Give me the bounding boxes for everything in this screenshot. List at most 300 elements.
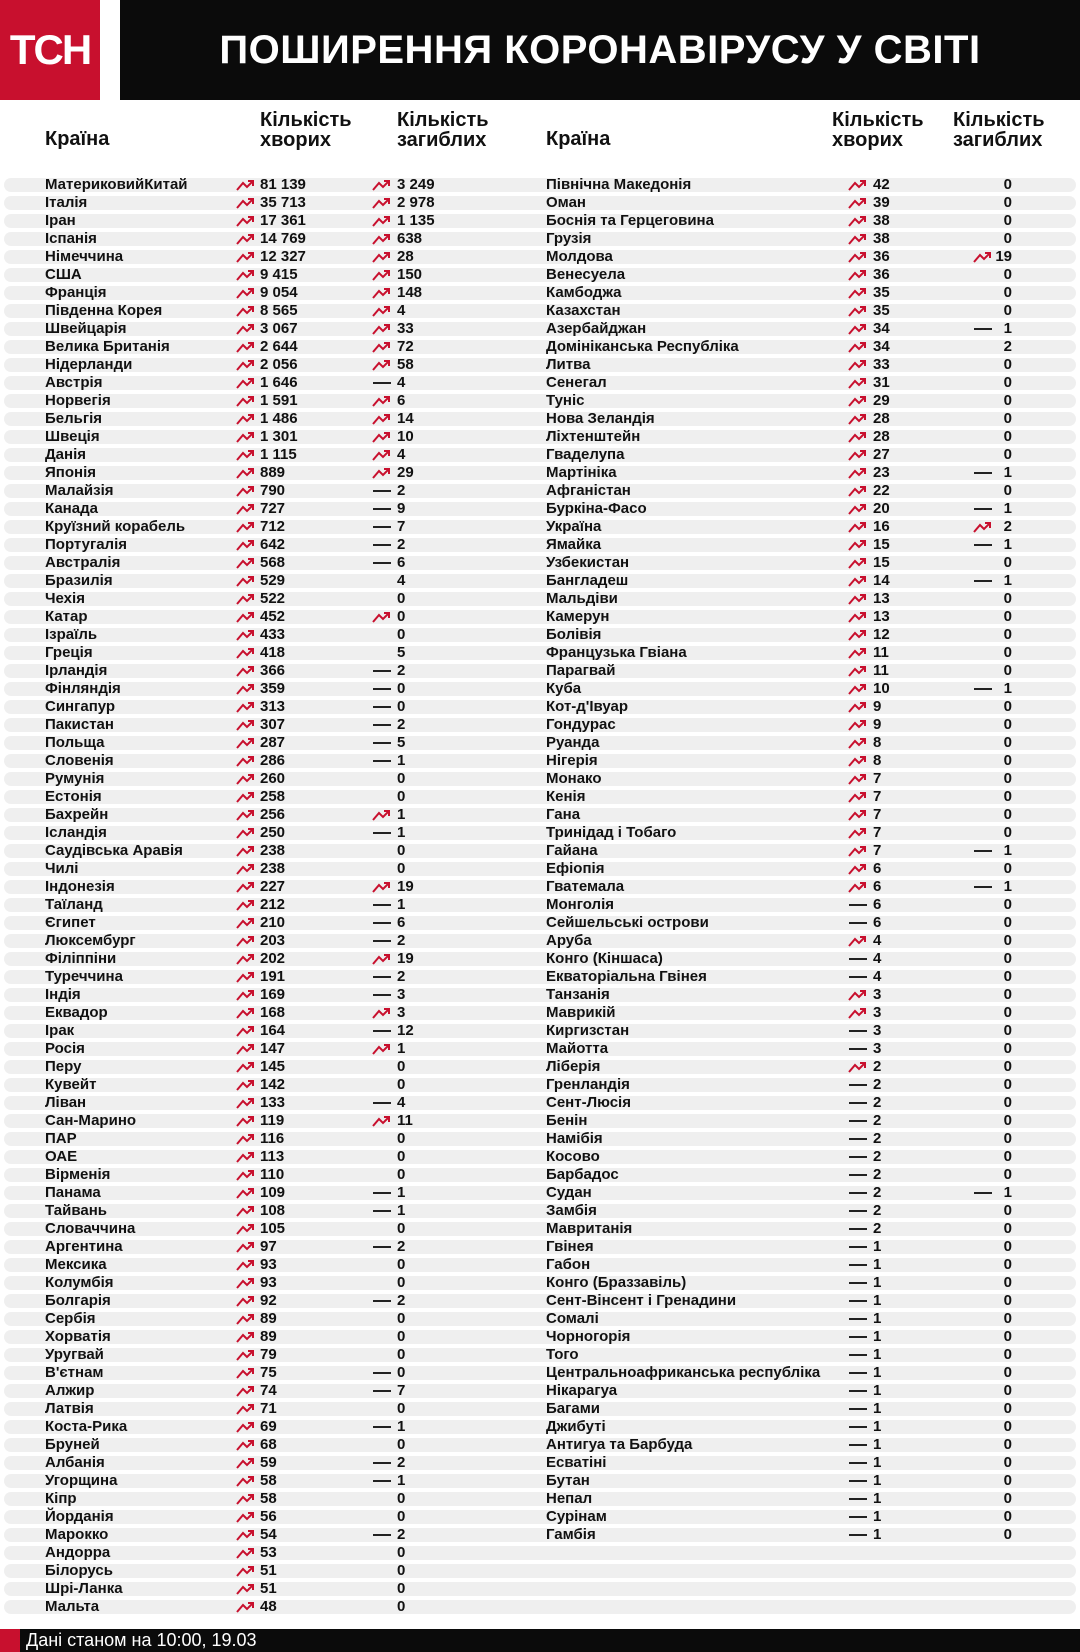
right-cases: 8 [873,752,882,769]
table-row [4,916,1076,930]
left-cases: 1 591 [260,392,298,409]
left-deaths-header: Кількість загиблих [397,109,489,151]
left-cases-trend-up-icon [236,1258,256,1272]
left-cases: 169 [260,986,286,1003]
left-deaths: 5 [397,734,406,751]
left-deaths: 6 [397,392,406,409]
left-deaths-trend-up-icon [372,466,392,480]
right-deaths: 0 [1003,446,1012,463]
left-country: Ісландія [45,824,107,841]
right-cases-trend-up-icon [848,322,868,336]
right-cases-trend-up-icon [848,394,868,408]
right-cases: 4 [873,932,882,949]
right-cases-trend-up-icon [848,502,868,516]
right-cases-trend-up-icon [848,826,868,840]
right-cases-trend-up-icon [848,268,868,282]
right-cases-trend-up-icon [848,862,868,876]
right-country: Джибуті [546,1418,606,1435]
left-deaths-trend-up-icon [372,448,392,462]
left-cases: 307 [260,716,286,733]
left-country: Еквадор [45,1004,108,1021]
left-cases-trend-up-icon [236,1402,256,1416]
table-row [4,358,1076,372]
right-country: Намібія [546,1130,603,1147]
left-deaths-trend-up-icon [372,952,392,966]
right-country: Мартініка [546,464,617,481]
left-cases-trend-up-icon [236,232,256,246]
left-cases-trend-up-icon [236,430,256,444]
left-deaths: 33 [397,320,414,337]
right-cases: 1 [873,1274,882,1291]
right-country: Непал [546,1490,593,1507]
right-deaths: 0 [1003,284,1012,301]
left-cases: 48 [260,1598,277,1615]
right-deaths: 0 [1003,1418,1012,1435]
left-cases-trend-up-icon [236,1024,256,1038]
table-row [4,934,1076,948]
right-cases-trend-up-icon [848,628,868,642]
right-deaths: 0 [1003,626,1012,643]
table-row [4,268,1076,282]
left-country: Сербія [45,1310,96,1327]
right-cases-trend-flat-icon [848,1096,868,1110]
left-deaths-trend-flat-icon [372,538,392,552]
left-deaths: 0 [397,1436,406,1453]
right-country: Конго (Кіншаса) [546,950,663,967]
left-country: Чилі [45,860,79,877]
right-country: Кот-д'Івуар [546,698,629,715]
table-row [4,862,1076,876]
left-cases: 889 [260,464,286,481]
left-cases-trend-up-icon [236,934,256,948]
right-country: Гвінея [546,1238,594,1255]
right-deaths: 1 [1003,680,1012,697]
right-deaths: 0 [1003,1436,1012,1453]
left-cases: 287 [260,734,286,751]
right-country: Бангладеш [546,572,629,589]
left-deaths-trend-flat-icon [372,502,392,516]
right-cases: 1 [873,1508,882,1525]
right-deaths-trend-up-icon [973,520,993,534]
right-cases: 6 [873,914,882,931]
right-country: Сейшельські острови [546,914,709,931]
table-row [4,1492,1076,1506]
right-country: Ефіопія [546,860,605,877]
right-deaths: 0 [1003,1040,1012,1057]
left-cases-header: Кількість хворих [260,109,352,151]
right-deaths: 0 [1003,860,1012,877]
right-deaths: 0 [1003,986,1012,1003]
left-cases: 2 644 [260,338,298,355]
left-deaths-trend-flat-icon [372,1096,392,1110]
left-cases: 97 [260,1238,277,1255]
right-deaths: 1 [1003,878,1012,895]
left-country: Андорра [45,1544,111,1561]
left-country: Бразилія [45,572,113,589]
header [0,0,1080,100]
left-deaths: 0 [397,770,406,787]
right-cases-trend-up-icon [848,286,868,300]
right-cases: 11 [873,662,889,679]
left-deaths: 0 [397,1364,406,1381]
left-deaths-trend-up-icon [372,412,392,426]
right-deaths: 0 [1003,806,1012,823]
right-deaths: 0 [1003,1220,1012,1237]
footer-accent [0,1629,20,1652]
left-deaths-trend-up-icon [372,178,392,192]
left-cases: 93 [260,1274,277,1291]
left-country: Кіпр [45,1490,77,1507]
right-country: Кенія [546,788,586,805]
right-deaths: 0 [1003,608,1012,625]
right-cases: 13 [873,608,890,625]
table-row [4,286,1076,300]
left-deaths: 9 [397,500,406,517]
right-cases: 2 [873,1166,882,1183]
left-deaths-trend-flat-icon [372,1528,392,1542]
left-cases: 258 [260,788,286,805]
left-country: Фінляндія [45,680,121,697]
left-country: Ірак [45,1022,75,1039]
right-cases-trend-flat-icon [848,1510,868,1524]
left-deaths-trend-up-icon [372,340,392,354]
right-deaths-trend-flat-icon [973,880,993,894]
right-deaths: 0 [1003,1472,1012,1489]
left-deaths-trend-up-icon [372,268,392,282]
right-deaths: 0 [1003,770,1012,787]
right-deaths: 0 [1003,1346,1012,1363]
left-country: Уругвай [45,1346,104,1363]
left-deaths-trend-flat-icon [372,1474,392,1488]
left-deaths-trend-flat-icon [372,1240,392,1254]
right-country: Ліхтенштейн [546,428,641,445]
right-deaths: 0 [1003,950,1012,967]
right-deaths: 0 [1003,1292,1012,1309]
right-country: Гваделупа [546,446,625,463]
left-country: Норвегія [45,392,111,409]
left-cases: 113 [260,1148,285,1165]
table-row [4,1258,1076,1272]
right-cases-trend-up-icon [848,466,868,480]
left-deaths: 0 [397,1346,406,1363]
left-deaths: 14 [397,410,414,427]
right-deaths: 1 [1003,1184,1012,1201]
left-deaths: 28 [397,248,414,265]
left-cases: 116 [260,1130,285,1147]
right-cases: 2 [873,1148,882,1165]
left-cases: 727 [260,500,286,517]
right-country: Руанда [546,734,600,751]
left-deaths: 19 [397,950,414,967]
left-cases: 164 [260,1022,286,1039]
left-deaths-trend-flat-icon [372,664,392,678]
right-country: Конго (Браззавіль) [546,1274,687,1291]
right-cases: 1 [873,1436,882,1453]
right-cases: 2 [873,1094,882,1111]
right-deaths: 0 [1003,1202,1012,1219]
left-country: Албанія [45,1454,105,1471]
left-cases-trend-up-icon [236,1546,256,1560]
left-country: Індонезія [45,878,115,895]
left-cases-trend-up-icon [236,466,256,480]
left-country: Угорщина [45,1472,118,1489]
right-deaths: 0 [1003,590,1012,607]
right-deaths: 0 [1003,1004,1012,1021]
right-country: Гренландія [546,1076,630,1093]
right-country: Ліберія [546,1058,601,1075]
table-row [4,232,1076,246]
right-cases: 13 [873,590,890,607]
left-deaths-trend-up-icon [372,286,392,300]
left-deaths: 4 [397,302,406,319]
left-cases: 108 [260,1202,286,1219]
left-cases: 17 361 [260,212,306,229]
right-country: Узбекистан [546,554,630,571]
left-cases-trend-up-icon [236,1438,256,1452]
table-row [4,1204,1076,1218]
right-country: Екваторіальна Гвінея [546,968,707,985]
right-country: Куба [546,680,582,697]
left-deaths: 0 [397,1148,406,1165]
left-deaths: 2 [397,716,406,733]
left-cases-trend-up-icon [236,1186,256,1200]
right-cases: 1 [873,1490,882,1507]
right-country: Гайана [546,842,598,859]
right-country: Нігерія [546,752,598,769]
left-country: Польща [45,734,105,751]
left-cases: 359 [260,680,286,697]
right-country: Чорногорія [546,1328,631,1345]
left-cases-trend-up-icon [236,844,256,858]
left-cases-trend-up-icon [236,502,256,516]
right-cases-trend-up-icon [848,304,868,318]
left-cases-trend-up-icon [236,1366,256,1380]
left-cases: 81 139 [260,176,306,193]
table-row [4,790,1076,804]
left-deaths: 3 249 [397,176,435,193]
table-row [4,772,1076,786]
right-country: Венесуела [546,266,626,283]
right-cases: 2 [873,1112,882,1129]
right-cases: 35 [873,302,890,319]
table-row [4,826,1076,840]
left-cases-trend-up-icon [236,196,256,210]
table-row [4,1042,1076,1056]
right-deaths: 0 [1003,1382,1012,1399]
right-cases-trend-up-icon [848,1060,868,1074]
left-deaths: 6 [397,914,406,931]
left-deaths-trend-flat-icon [372,1384,392,1398]
left-cases-trend-up-icon [236,1204,256,1218]
left-cases: 53 [260,1544,277,1561]
left-deaths: 0 [397,1256,406,1273]
right-cases-trend-flat-icon [848,1312,868,1326]
left-country: Швейцарія [45,320,127,337]
right-deaths: 0 [1003,1400,1012,1417]
table-row [4,448,1076,462]
left-cases: 2 056 [260,356,298,373]
left-cases-trend-up-icon [236,1510,256,1524]
right-country-header: Країна [546,128,611,150]
right-cases-trend-up-icon [848,844,868,858]
left-cases-trend-up-icon [236,1564,256,1578]
left-country: Круїзний корабель [45,518,186,535]
left-deaths: 148 [397,284,423,301]
left-country: Сингапур [45,698,116,715]
left-cases: 168 [260,1004,286,1021]
table-row [4,250,1076,264]
right-deaths: 0 [1003,212,1012,229]
left-cases-trend-up-icon [236,808,256,822]
left-country: Росія [45,1040,85,1057]
right-cases-trend-up-icon [848,430,868,444]
footer [0,1629,1080,1652]
right-cases-trend-flat-icon [848,1186,868,1200]
right-cases-trend-flat-icon [848,952,868,966]
right-deaths: 0 [1003,1256,1012,1273]
left-country: Панама [45,1184,101,1201]
left-country: Малайзія [45,482,114,499]
right-deaths: 1 [1003,536,1012,553]
table-row [4,1222,1076,1236]
right-cases-trend-up-icon [848,700,868,714]
left-cases-trend-up-icon [236,448,256,462]
left-cases-trend-up-icon [236,664,256,678]
left-deaths: 2 [397,1292,406,1309]
table-row [4,1348,1076,1362]
left-deaths: 3 [397,1004,406,1021]
left-country: Аргентина [45,1238,123,1255]
right-cases-trend-flat-icon [848,1168,868,1182]
left-deaths: 0 [397,1058,406,1075]
right-cases-trend-up-icon [848,988,868,1002]
left-country: Люксембург [45,932,136,949]
right-cases: 1 [873,1328,882,1345]
left-country: Нідерланди [45,356,133,373]
table-row [4,412,1076,426]
left-deaths: 72 [397,338,414,355]
left-cases: 1 301 [260,428,298,445]
left-deaths-trend-flat-icon [372,916,392,930]
left-cases-trend-up-icon [236,538,256,552]
left-cases: 202 [260,950,286,967]
left-cases: 51 [260,1562,277,1579]
left-deaths: 4 [397,1094,406,1111]
left-cases-trend-up-icon [236,862,256,876]
left-cases-trend-up-icon [236,1060,256,1074]
right-deaths: 0 [1003,644,1012,661]
right-cases-trend-up-icon [848,790,868,804]
right-country: Мальдіви [546,590,618,607]
left-cases-trend-up-icon [236,610,256,624]
left-cases-trend-up-icon [236,1582,256,1596]
table-row [4,1474,1076,1488]
left-cases: 35 713 [260,194,306,211]
left-deaths-trend-flat-icon [372,1204,392,1218]
right-cases: 14 [873,572,890,589]
left-cases-trend-up-icon [236,1492,256,1506]
left-deaths: 0 [397,1562,406,1579]
left-cases-trend-up-icon [236,916,256,930]
left-deaths-trend-up-icon [372,430,392,444]
left-cases: 58 [260,1472,277,1489]
right-cases-trend-flat-icon [848,1402,868,1416]
left-deaths: 1 [397,1040,406,1057]
right-cases: 28 [873,428,890,445]
left-cases: 58 [260,1490,277,1507]
left-cases: 712 [260,518,286,535]
left-deaths: 0 [397,1490,406,1507]
right-deaths-trend-flat-icon [973,538,993,552]
left-country: Франція [45,284,107,301]
right-deaths: 1 [1003,500,1012,517]
right-cases: 1 [873,1400,882,1417]
left-cases: 1 646 [260,374,298,391]
left-cases: 642 [260,536,286,553]
table-row [4,754,1076,768]
left-cases-trend-up-icon [236,1222,256,1236]
left-cases: 12 327 [260,248,306,265]
right-cases: 31 [873,374,890,391]
table-row [4,700,1076,714]
left-cases-trend-up-icon [236,178,256,192]
right-country: Центральноафриканська республіка [546,1364,821,1381]
right-deaths-trend-flat-icon [973,682,993,696]
left-deaths-trend-flat-icon [372,1456,392,1470]
right-cases: 28 [873,410,890,427]
left-deaths-trend-flat-icon [372,934,392,948]
right-cases-trend-up-icon [848,232,868,246]
table-row [4,1114,1076,1128]
left-deaths: 1 [397,1472,406,1489]
left-deaths: 2 [397,1454,406,1471]
right-cases: 1 [873,1472,882,1489]
left-country: Латвія [45,1400,94,1417]
right-cases-trend-flat-icon [848,1420,868,1434]
right-country: Танзанія [546,986,610,1003]
right-cases: 2 [873,1130,882,1147]
left-country: Пакистан [45,716,114,733]
left-deaths: 0 [397,1076,406,1093]
left-country: Марокко [45,1526,109,1543]
left-cases: 433 [260,626,286,643]
left-cases-trend-up-icon [236,646,256,660]
left-deaths-trend-up-icon [372,196,392,210]
right-country: Того [546,1346,579,1363]
left-cases: 110 [260,1166,285,1183]
right-cases-trend-up-icon [848,664,868,678]
left-cases: 313 [260,698,286,715]
left-deaths-trend-flat-icon [372,376,392,390]
right-deaths: 0 [1003,554,1012,571]
left-deaths-trend-flat-icon [372,1024,392,1038]
table-row [4,1150,1076,1164]
left-cases: 14 769 [260,230,306,247]
table-row [4,556,1076,570]
left-country: Колумбія [45,1274,114,1291]
left-cases-trend-up-icon [236,826,256,840]
left-deaths: 1 [397,824,406,841]
left-deaths-trend-up-icon [372,1042,392,1056]
table-row [4,1186,1076,1200]
right-country: Есватіні [546,1454,607,1471]
table-row [4,898,1076,912]
left-deaths-trend-up-icon [372,304,392,318]
right-cases: 35 [873,284,890,301]
left-cases-trend-up-icon [236,412,256,426]
table-row [4,196,1076,210]
right-country: Аруба [546,932,592,949]
